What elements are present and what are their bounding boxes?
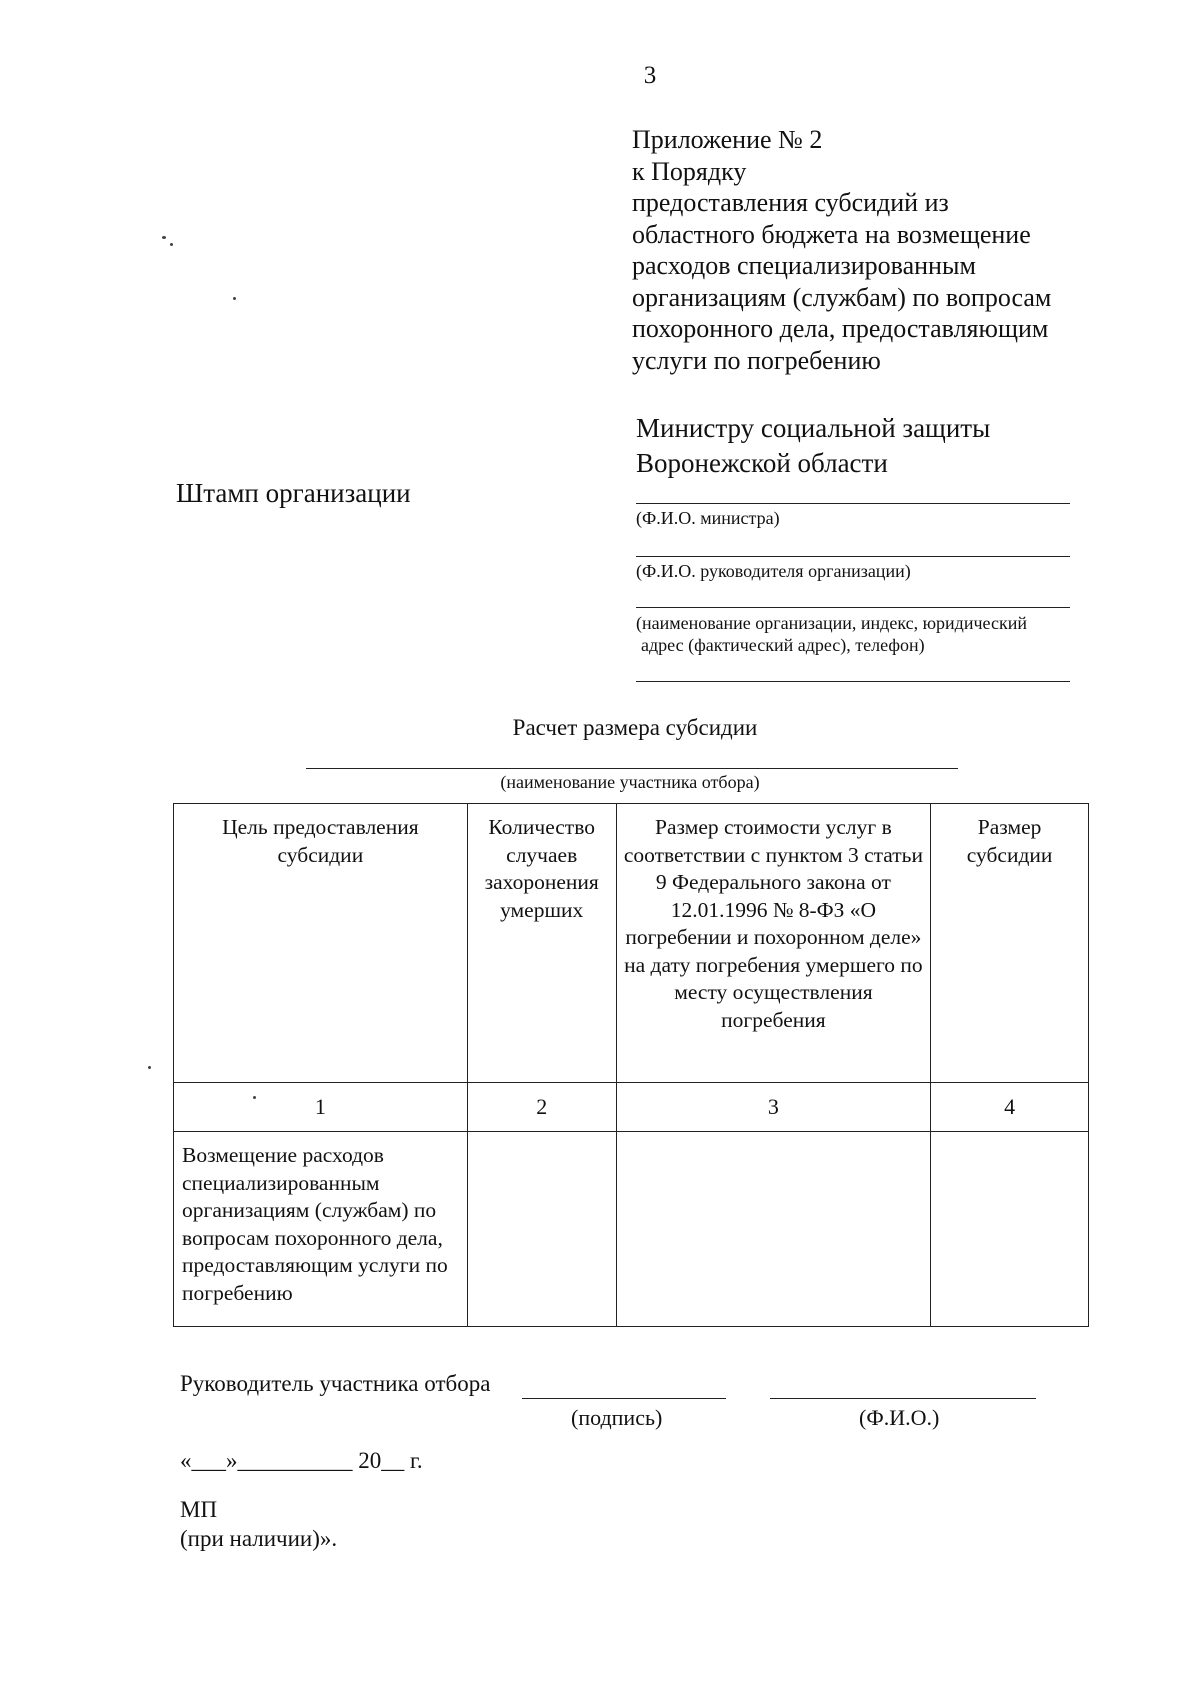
column-number: 4 <box>931 1083 1089 1132</box>
header-count: Количество случаев захоронения умерших <box>467 804 616 1083</box>
table-row <box>174 1132 1089 1327</box>
scan-speck <box>253 1096 256 1099</box>
minister-name-line <box>636 503 1070 504</box>
column-number: 3 <box>616 1083 931 1132</box>
scan-speck <box>170 243 173 246</box>
organization-line <box>636 607 1070 608</box>
calculation-title: Расчет размера субсидии <box>512 715 758 740</box>
signature-line <box>522 1398 726 1399</box>
seal-note <box>180 1495 337 1553</box>
column-number: 1 <box>174 1083 468 1132</box>
appendix-line: предоставления субсидий из <box>632 188 949 217</box>
appendix-line: расходов специализированным <box>632 251 976 280</box>
appendix-line: к Порядку <box>632 156 747 186</box>
header-cost: Размер стоимости услуг в соответствии с пунктом 3 статьи 9 Федерального закона от 12.01.1996 № 8-ФЗ «О погребении и похоронном деле» на дату погребения умершего по месту осуществления погребения <box>616 804 931 1083</box>
header-goal: Цель предоставления субсидии <box>174 804 468 1083</box>
name-caption: (Ф.И.О.) <box>859 1405 940 1430</box>
cell-cost[interactable] <box>616 1132 931 1327</box>
subsidy-table <box>173 803 1089 1327</box>
name-line <box>770 1398 1036 1399</box>
organization-caption-line2: адрес (фактический адрес), телефон) <box>641 635 925 655</box>
appendix-header <box>632 124 1051 376</box>
scan-speck <box>148 1066 151 1069</box>
participant-line <box>306 768 958 769</box>
scan-speck <box>233 297 236 300</box>
participant-caption: (наименование участника отбора) <box>500 772 760 792</box>
page-number: 3 <box>643 62 657 89</box>
cell-goal: Возмещение расходов специализированным организациям (службам) по вопросам похоронного дела, предоставляющим услуги по погребению <box>174 1132 468 1327</box>
head-name-caption: (Ф.И.О. руководителя организации) <box>636 561 911 581</box>
table-header-row <box>174 804 1089 1083</box>
appendix-line: организациям (службам) по вопросам <box>632 282 1052 312</box>
signature-label: Руководитель участника отбора <box>180 1371 491 1396</box>
appendix-line: областного бюджета на возмещение <box>632 219 1031 249</box>
header-subsidy: Размер субсидии <box>931 804 1089 1083</box>
scan-speck <box>162 236 166 239</box>
minister-name-caption: (Ф.И.О. министра) <box>636 508 780 528</box>
addressee-line: Министру социальной защиты <box>636 413 991 443</box>
seal-label: МП <box>180 1497 218 1522</box>
appendix-line: Приложение № 2 <box>632 125 823 154</box>
table-number-row <box>174 1083 1089 1132</box>
stamp-label: Штамп организации <box>176 478 411 508</box>
addressee-line: Воронежской области <box>636 448 888 478</box>
addressee <box>636 411 990 481</box>
head-name-line <box>636 556 1070 557</box>
column-number: 2 <box>467 1083 616 1132</box>
appendix-line: похоронного дела, предоставляющим <box>632 314 1049 343</box>
seal-condition: (при наличии)». <box>180 1526 338 1551</box>
cell-count[interactable] <box>467 1132 616 1327</box>
appendix-line: услуги по погребению <box>632 345 881 375</box>
organization-extra-line <box>636 681 1070 682</box>
signature-caption: (подпись) <box>571 1405 663 1430</box>
date-line: «___»__________ 20__ г. <box>180 1448 423 1473</box>
cell-subsidy[interactable] <box>931 1132 1089 1327</box>
organization-caption-line1: (наименование организации, индекс, юридический <box>636 613 1027 633</box>
